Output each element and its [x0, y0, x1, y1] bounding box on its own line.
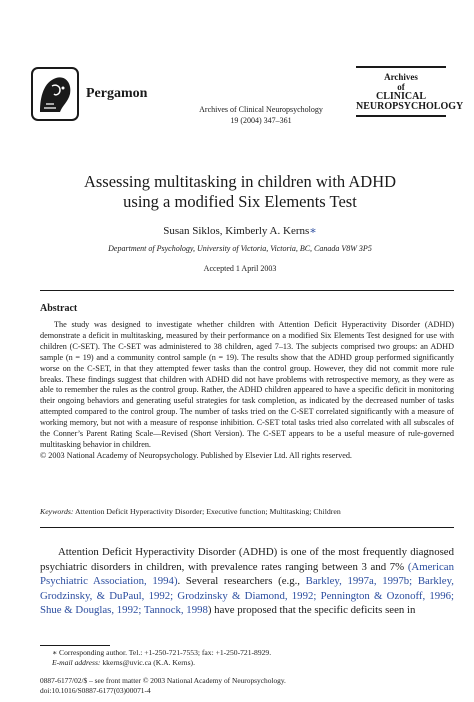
- body-text: Attention Deficit Hyperactivity Disorder (ADHD) is one of the most frequently diagnosed psychiatric disorders in children, with prevalence rates ranging between 3 and 7%: [40, 546, 454, 573]
- issn-line: 0887-6177/02/$ – see front matter © 2003 National Academy of Neuropsychology.: [40, 676, 286, 685]
- citation-link[interactable]: Barkley, 1997a, 1997b; Barkley, Grodzinsky, & DuPaul, 1992; Grodzinsky & Diamond, 1992; Pennington & Ozonoff, 1996; Shue & Douglas, 1992; Tannock, 1998: [40, 575, 455, 617]
- journal-volume: 19 (2004) 347–361: [230, 116, 292, 125]
- affiliation: Department of Psychology, University of Victoria, Victoria, BC, Canada V8W 3P5: [108, 244, 372, 253]
- article-title: [40, 172, 440, 212]
- journal-masthead: [356, 66, 464, 117]
- journal-name: Archives of Clinical Neuropsychology: [199, 105, 323, 114]
- corresponding-author-link[interactable]: ∗: [309, 225, 317, 237]
- authors-text: Susan Siklos, Kimberly A. Kerns: [163, 225, 310, 237]
- masthead-line: of: [397, 82, 405, 92]
- body-text: ) have proposed that the specific deficits seen in: [207, 604, 416, 617]
- abstract-text: The study was designed to investigate whether children with Attention Deficit Hyperactivity Disorder (ADHD) demonstrate a deficit in multitasking, measured by their performance on a modified Six Elements Test designed for use with children (C-SET). The C-SET was administered to 38 children, aged 7–13. The subjects comprised two groups: an ADHD sample (n = 19) and a community control sample (n = 19). The results show that the ADHD group performed significantly worse on the C-SET, in that they attempted fewer tasks than the control group. However, they did not commit more rule breaks. These findings suggest that children with ADHD did not have problems with retrospective memory, as they were as able to remember the rules as the control group. Rather, the ADHD children appeared to have a specific deficit in monitoring their ongoing behaviors and generating useful strategies for task completion, as indicated by the decreased number of tasks attempted compared to the control group. The number of tasks tried on the C-SET correlated significantly with a measure of working memory, but not with a measure of response inhibition. C-SET total tasks tried also correlated with all subscales of the Conner’s Parent Rating Scale—Revised (Short Version). The C-SET appears to be a useful measure of rule-governed multitasking behavior in children.: [40, 320, 454, 449]
- footnote: [40, 648, 454, 668]
- journal-reference: [186, 104, 336, 126]
- body-text: . Several researchers (e.g.,: [177, 575, 306, 588]
- title-line: using a modified Six Elements Test: [123, 192, 357, 211]
- keywords-text: Attention Deficit Hyperactivity Disorder; Executive function; Multitasking; Children: [75, 507, 341, 516]
- author-list: [40, 224, 440, 237]
- keywords-label: Keywords:: [40, 507, 74, 516]
- doi-line[interactable]: doi:10.1016/S0887-6177(03)00071-4: [40, 685, 151, 695]
- email-label: E-mail address:: [52, 658, 101, 667]
- publisher-name: Pergamon: [86, 86, 148, 101]
- masthead-line: Archives: [384, 72, 418, 82]
- copyright-notice: © 2003 National Academy of Neuropsychology. Published by Elsevier Ltd. All rights reserved.: [40, 450, 352, 460]
- body-paragraph: [40, 545, 454, 618]
- keywords: [40, 507, 454, 516]
- title-line: Assessing multitasking in children with ADHD: [83, 172, 397, 191]
- publisher-logo: [30, 66, 80, 122]
- corresponding-author-note: ∗ Corresponding author. Tel.: +1-250-721-7553; fax: +1-250-721-8929.: [52, 648, 272, 657]
- accepted-date: Accepted 1 April 2003: [203, 264, 277, 273]
- email-address[interactable]: kkerns@uvic.ca (K.A. Kerns).: [102, 658, 195, 667]
- abstract-body: [40, 320, 454, 462]
- abstract-heading: Abstract: [40, 303, 78, 314]
- footnote-rule: [40, 645, 110, 646]
- citation-link[interactable]: (American Psychiatric Association, 1994): [40, 560, 454, 588]
- divider: [40, 527, 454, 528]
- page-footer: [40, 676, 454, 695]
- masthead-line: CLINICAL: [375, 91, 426, 102]
- divider: [40, 290, 454, 291]
- masthead-line: NEUROPSYCHOLOGY: [356, 101, 464, 112]
